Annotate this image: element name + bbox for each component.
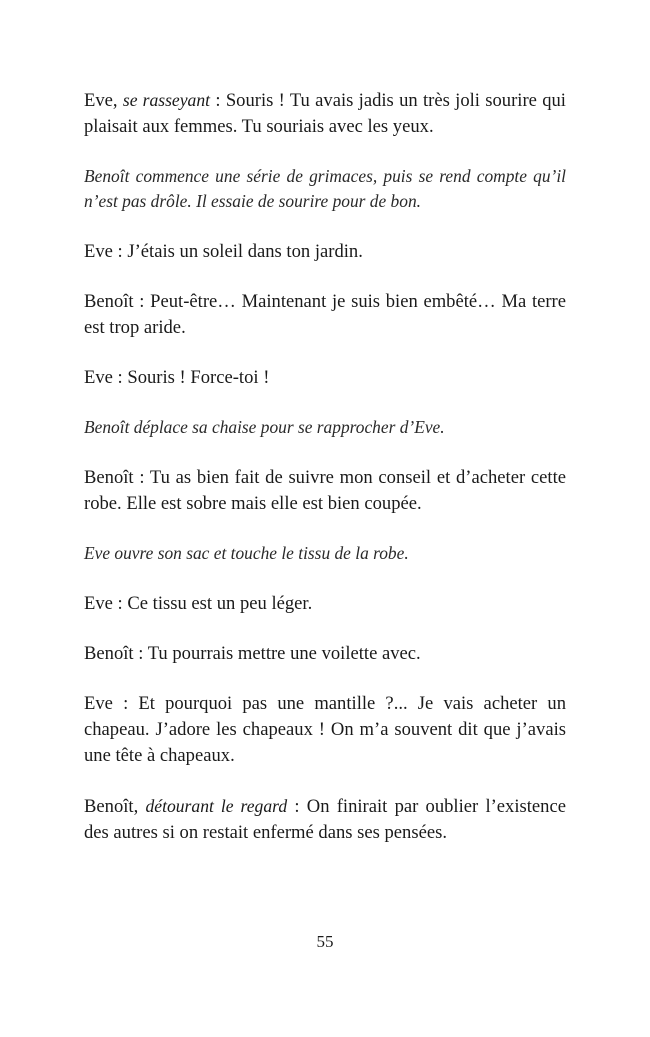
page-number: 55	[316, 932, 334, 951]
dialogue-line: Benoît : Tu pourrais mettre une voilette avec.	[84, 643, 421, 664]
dialogue-line	[84, 87, 566, 140]
dialogue-line: Eve : Et pourquoi pas une mantille ?... Je vais acheter un chapeau. J’adore les chapeaux ! On m’a souvent dit que j’avais une tête à chapeaux.	[84, 693, 566, 766]
line-text: : On finirait par oublier l’existence des autres si on restait enfermé dans ses pensées.	[84, 796, 566, 843]
dialogue-line: Eve : J’étais un soleil dans ton jardin.	[84, 241, 363, 262]
stage-direction-inline: se rasseyant	[122, 90, 211, 110]
stage-direction: Benoît déplace sa chaise pour se rapprocher d’Eve.	[84, 417, 445, 437]
page-body	[84, 87, 566, 870]
stage-direction: Eve ouvre son sac et touche le tissu de la robe.	[84, 543, 409, 563]
dialogue-line: Benoît : Peut-être… Maintenant je suis bien embêté… Ma terre est trop aride.	[84, 291, 566, 338]
dialogue-line: Benoît : Tu as bien fait de suivre mon conseil et d’acheter cette robe. Elle est sobre mais elle est bien coupée.	[84, 467, 566, 514]
line-text: : Souris ! Tu avais jadis un très joli sourire qui plaisait aux femmes. Tu souriais avec les yeux.	[84, 90, 566, 137]
speaker: Eve,	[84, 90, 123, 111]
stage-direction: Benoît commence une série de grimaces, puis se rend compte qu’il n’est pas drôle. Il essaie de sourire pour de bon.	[84, 166, 566, 211]
dialogue-line: Eve : Ce tissu est un peu léger.	[84, 593, 313, 614]
dialogue-line	[84, 793, 566, 846]
dialogue-line: Eve : Souris ! Force-toi !	[84, 367, 270, 388]
speaker: Benoît,	[84, 796, 146, 817]
stage-direction-inline: détourant le regard	[145, 796, 288, 816]
